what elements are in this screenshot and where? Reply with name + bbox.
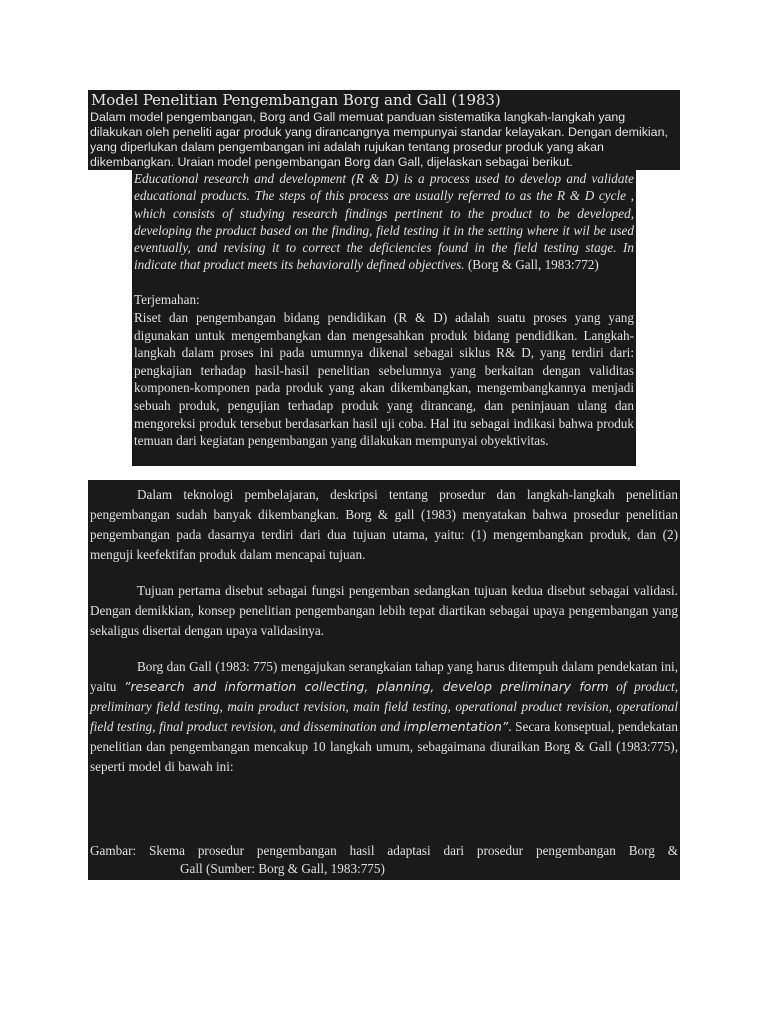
quote-block bbox=[132, 170, 636, 466]
quote-citation: (Borg & Gall, 1983:772) bbox=[467, 257, 599, 273]
para3-quote-c: implementation” bbox=[403, 719, 509, 734]
caption-line-1: Gambar: Skema prosedur pengembangan hasil adaptasi dari prosedur pengembangan Borg & bbox=[90, 843, 678, 858]
english-quote-text: Educational research and development (R & D) is a process used to develop and validate educational products. The steps of this process are usually referred to as the R & D cycle , which consists of studying research findings pertinent to the product to be developed, developing the product based on the finding, field testing it in the setting where it wil be used eventually, and revising it to correct the deficiencies found in the field testing stage. In indicate that product meets its behaviorally defined objectives. bbox=[134, 171, 634, 273]
body-block bbox=[88, 480, 680, 880]
translation-paragraph: Riset dan pengembangan bidang pendidikan (R & D) adalah suatu proses yang yang digunakan untuk mengembangkan dan mengesahkan produk bidang pendidikan. Langkah-langkah dalam proses ini pada umumnya dikenal sebagai siklus R& D, yang terdiri dari: pengkajian terhadap hasil-hasil penelitian sebelumnya yang berkaitan dengan validitas komponen-komponen pada produk yang akan dikembangkan, mengembangkannya menjadi sebuah produk, pengujian terhadap produk yang dirancang, dan peninjauan ulang dan mengoreksi produk tersebut berdasarkan hasil uji coba. Hal itu sebagai indikasi bahwa produk temuan dari kegiatan pengembangan yang dilakukan mempunyai obyektivitas. bbox=[134, 310, 634, 449]
para3-quote-a: ”research and information collecting, planning, develop preliminary form bbox=[124, 679, 609, 694]
english-quote bbox=[134, 170, 634, 274]
para3-lead: Borg dan Gall (1983: 775) mengajukan serangkaian tahap yang harus ditempuh dalam pendekatan ini, yaitu bbox=[90, 659, 678, 694]
body-paragraph-1: Dalam teknologi pembelajaran, deskripsi tentang prosedur dan langkah-langkah penelitian pengembangan sudah banyak dikembangkan. Borg & gall (1983) menyatakan bahwa prosedur penelitian pengembangan pada dasarnya terdiri dari dua tujuan utama, yaitu: (1) mengembangkan produk, dan (2) menguji keefektifan produk dalam mencapai tujuan. bbox=[90, 487, 678, 562]
figure-caption bbox=[90, 842, 678, 878]
para3-tail: . Secara konseptual, pendekatan penelitian dan pengembangan mencakup 10 langkah umum, sebagaimana diuraikan Borg & Gall (1983:775), seperti model di bawah ini: bbox=[90, 719, 678, 774]
caption-line-2: Gall (Sumber: Borg & Gall, 1983:775) bbox=[180, 861, 385, 876]
para3-quote-b: of product, preliminary field testing, main product revision, main field testing, operational product revision, operational field testing, final product revision, and dissemination and bbox=[90, 679, 678, 734]
section-title: Model Penelitian Pengembangan Borg and Gall (1983) bbox=[91, 91, 501, 109]
intro-paragraph: Dalam model pengembangan, Borg and Gall memuat panduan sistematika langkah-langkah yang dilakukan oleh peneliti agar produk yang dirancangnya mempunyai standar kelayakan. Dengan demikian, yang diperlukan dalam pengembangan ini adalah rujukan tentang prosedur produk yang akan dikembangkan. Uraian model pengembangan Borg dan Gall, dijelaskan sebagai berikut. bbox=[90, 110, 668, 169]
section-header-block bbox=[88, 90, 680, 170]
translation-label: Terjemahan: bbox=[134, 292, 200, 307]
body-paragraph-3 bbox=[90, 657, 678, 777]
body-paragraph-2: Tujuan pertama disebut sebagai fungsi pengemban sedangkan tujuan kedua disebut sebagai validasi. Dengan demikkian, konsep penelitian pengembangan lebih tepat diartikan sebagai upaya pengembangan yang sekaligus disertai dengan upaya validasinya. bbox=[90, 583, 678, 638]
